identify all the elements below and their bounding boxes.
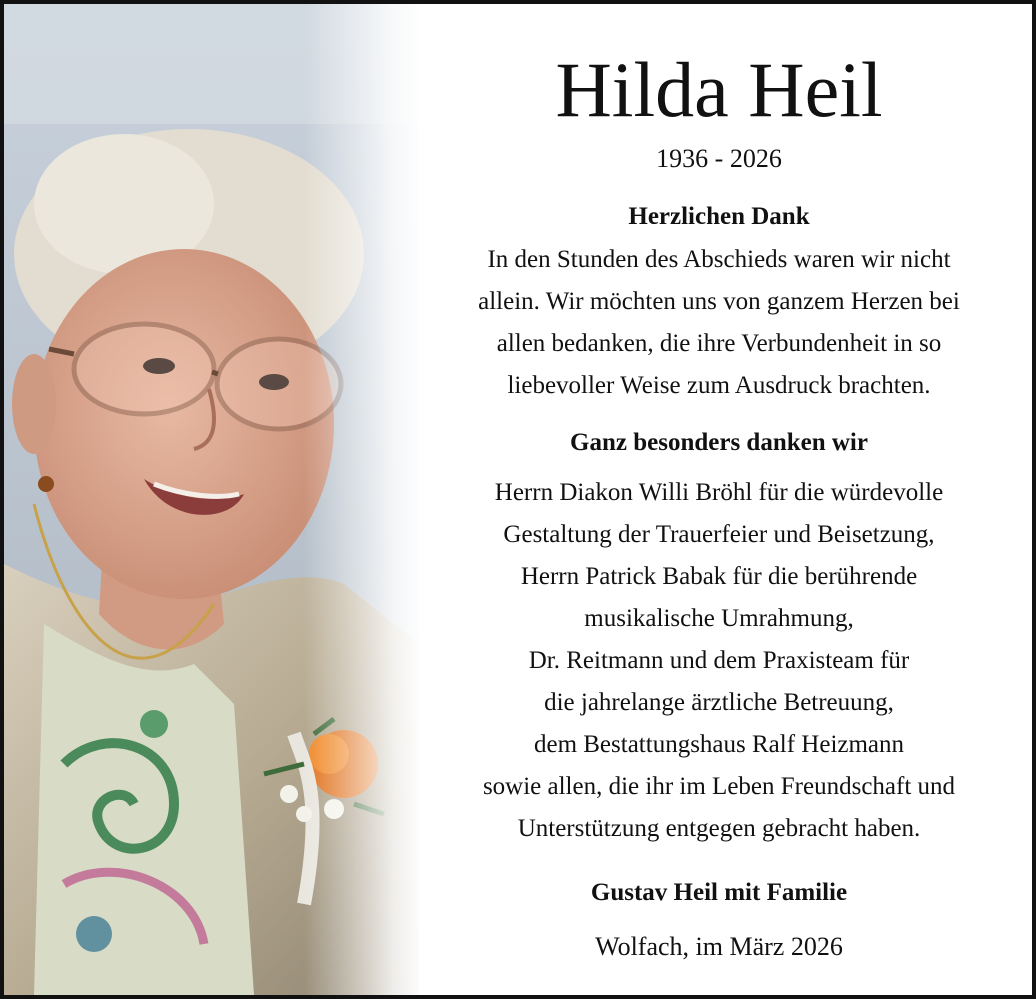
paragraph-thanks xyxy=(414,239,1024,407)
place-date: Wolfach, im März 2026 xyxy=(595,932,843,961)
paragraph-special-thanks xyxy=(414,472,1024,850)
text-line: Dr. Reitmann und dem Praxisteam für xyxy=(528,647,910,674)
text-line: allen bedanken, die ihre Verbundenheit in so xyxy=(496,330,942,357)
text-line: musikalische Umrahmung, xyxy=(584,605,854,632)
text-line: allein. Wir möchten uns von ganzem Herzen bei xyxy=(478,288,960,315)
text-line: Gestaltung der Trauerfeier und Beisetzung, xyxy=(503,521,935,548)
deceased-name: Hilda Heil xyxy=(555,46,883,133)
photo-fade-edge xyxy=(304,4,419,995)
heading-thanks: Herzlichen Dank xyxy=(628,203,810,230)
text-line: Herrn Diakon Willi Bröhl für die würdevolle xyxy=(494,479,944,506)
portrait-photo xyxy=(4,4,419,995)
text-line: die jahrelange ärztliche Betreuung, xyxy=(544,689,894,716)
text-line: dem Bestattungshaus Ralf Heizmann xyxy=(533,731,905,758)
text-line: Herrn Patrick Babak für die berührende xyxy=(520,563,918,590)
signature: Gustav Heil mit Familie xyxy=(590,879,848,906)
text-line: liebevoller Weise zum Ausdruck brachten. xyxy=(507,372,931,399)
text-line: Unterstützung entgegen gebracht haben. xyxy=(517,815,921,842)
life-years: 1936 - 2026 xyxy=(656,144,782,173)
text-line: In den Stunden des Abschieds waren wir nicht xyxy=(487,246,951,273)
text-line: sowie allen, die ihr im Leben Freundschaft und xyxy=(482,773,956,800)
heading-special-thanks: Ganz besonders danken wir xyxy=(570,429,868,456)
